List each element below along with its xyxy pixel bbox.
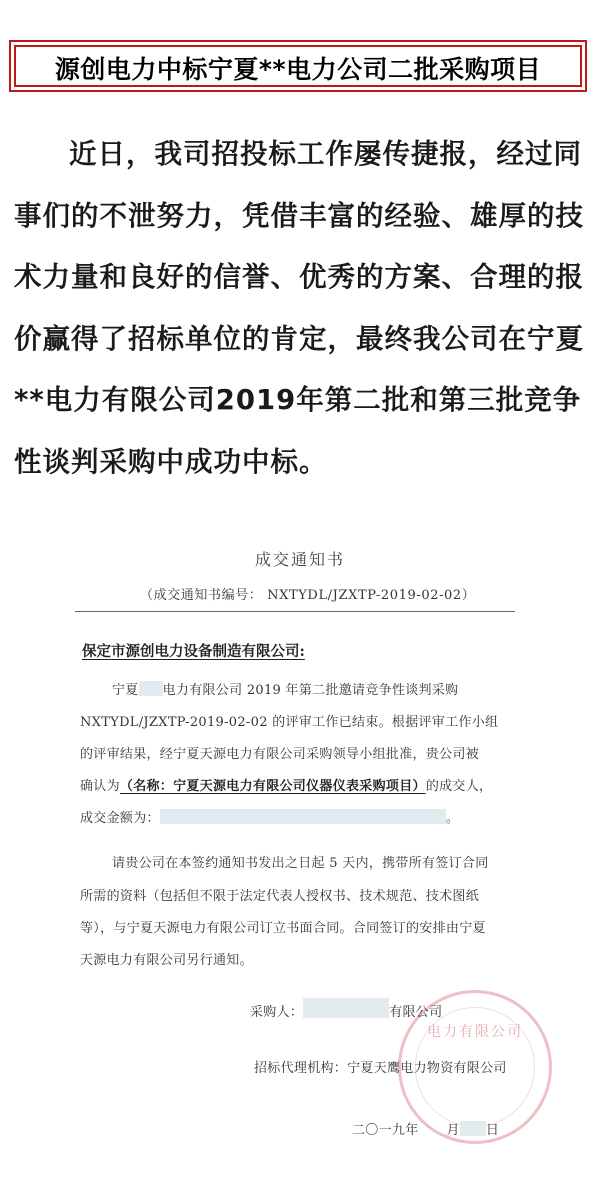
line-text: 确认为 xyxy=(80,779,120,794)
notice-line-3: 的评审结果，经宁夏天源电力有限公司采购领导小组批准，贵公司被 xyxy=(80,747,480,762)
line-text: 成交金额为： xyxy=(80,811,160,826)
buyer-suffix: 有限公司 xyxy=(389,1005,443,1020)
notice-line-4 xyxy=(80,775,492,794)
notice-line-2: NXTYDL/JZXTP-2019-02-02 的评审工作已结束。根据评审工作小组 xyxy=(80,715,499,730)
notice-line-5 xyxy=(80,807,459,826)
buyer-label: 采购人： xyxy=(250,1005,304,1020)
notice-line-9: 天源电力有限公司另行通知。 xyxy=(80,953,253,968)
notice-line-6: 请贵公司在本签约通知书发出之日起 5 天内，携带所有签订合同 xyxy=(112,856,489,871)
seal-text: 电力有限公司 xyxy=(427,1024,523,1040)
notice-divider xyxy=(75,611,515,612)
line-text: 的成交人， xyxy=(425,779,493,794)
project-name: （名称：宁夏天源电力有限公司仪器仪表采购项目） xyxy=(119,779,426,794)
transaction-notice-scan xyxy=(0,505,600,1182)
buyer-line xyxy=(250,998,442,1020)
agent-line: 招标代理机构：宁夏天鹰电力物资有限公司 xyxy=(254,1061,507,1076)
notice-line-8: 等），与宁夏天源电力有限公司订立书面合同。合同签订的安排由宁夏 xyxy=(80,921,486,936)
date-month: 月 xyxy=(446,1123,460,1138)
redacted-block xyxy=(139,681,163,696)
notice-number: （成交通知书编号： NXTYDL/JZXTP-2019-02-02） xyxy=(140,588,476,603)
notice-title: 成交通知书 xyxy=(254,550,345,569)
date-day: 日 xyxy=(485,1123,500,1138)
redacted-amount xyxy=(160,809,446,824)
intro-paragraph: 近日，我司招投标工作屡传捷报，经过同事们的不泄努力，凭借丰富的经验、雄厚的技术力量和良好的信誉、优秀的方案、合理的报价赢得了招标单位的肯定，最终我公司在宁夏**电力有限公司2019年第二批和第三批竞争性谈判采购中成功中标。 xyxy=(14,138,584,478)
line-text: 电力有限公司 2019 年第二批邀请竞争性谈判采购 xyxy=(162,683,459,698)
notice-line-1 xyxy=(112,679,458,698)
date-year: 二〇一九年 xyxy=(352,1123,419,1138)
line-text: 宁夏 xyxy=(112,683,139,698)
date-line xyxy=(352,1119,499,1138)
notice-line-7: 所需的资料（包括但不限于法定代表人授权书、技术规范、技术图纸 xyxy=(80,889,480,904)
page-title: 源创电力中标宁夏**电力公司二批采购项目 xyxy=(54,55,542,84)
line-text: 。 xyxy=(445,811,460,826)
notice-recipient: 保定市源创电力设备制造有限公司: xyxy=(82,643,305,660)
redacted-buyer xyxy=(303,998,389,1018)
title-banner xyxy=(9,40,587,92)
redacted-day xyxy=(460,1121,486,1136)
